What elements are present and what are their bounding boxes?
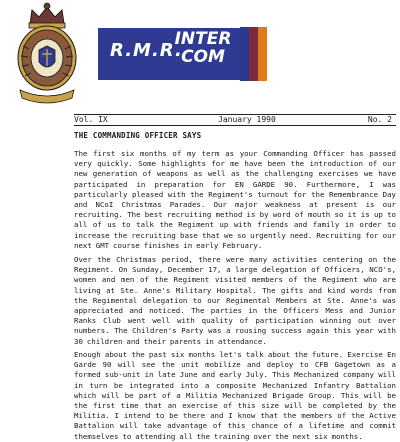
- issue-number: No. 2: [367, 115, 392, 124]
- article-heading: THE COMMANDING OFFICER SAYS: [74, 131, 202, 140]
- article-paragraph-1: The first six months of my term as your Commanding Officer has passed very quickly. Some highlights for me have been the introduction of our new generation of weapons as well as the challenging exercises we have participated in preparation for EN GARDE 90. Furthermore, I was particularly pleased with the Regiment's turnout for the Remembrance Day and NCoI Christmas Parades. Our major weakness at present is our recruiting. The best recruiting method is by word of mouth so it is up to all of us to talk the Regiment up with friends and family in order to increase the recruiting base that we so urgently need. Recruiting for our next GMT course finishes in early February.: [74, 149, 396, 250]
- masthead-title: R.M.R.: [110, 40, 183, 61]
- masthead-com-text: COM: [181, 47, 225, 67]
- regimental-crest-logo: [14, 2, 80, 110]
- stripe-blue: [240, 27, 249, 81]
- stripe-maroon: [249, 27, 258, 81]
- masthead-inter-text: INTER: [174, 29, 232, 49]
- article-paragraph-3: Enough about the past six months let's talk about the future. Exercise En Garde 90 will see the unit mobilize and deploy to CFB Gagetown as a formed sub-unit in late June and early July. This Mechanized company will in turn be integrated into a composite Mechanized Infantry Battalion which will be part of a Militia Mechanized Brigade Group. This will be the first time that an exercise of this size will be completed by the Militia. I intend to be there and I know that the members of the Active Battalion will take advantage of this chance of a lifetime and commit themselves to attending all the training over the next six months.: [74, 350, 396, 441]
- stripe-orange: [258, 27, 267, 81]
- issue-info-line: [74, 114, 396, 125]
- issue-volume: Vol. IX: [74, 115, 108, 124]
- regimental-colour-stripes: [240, 27, 266, 81]
- issue-date: January 1990: [218, 115, 276, 124]
- issue-bottom-rule: [74, 125, 396, 126]
- article-paragraph-2: Over the Christmas period, there were many activities centering on the Regiment. On Sunday, December 17, a large delegation of Officers, NCO's, women and men of the Regiment visited members of the Regiment who are living at Ste. Anne's Military Hospital. The gifts and kind words from the Regimental delegation to our Regimental Members at Ste. Anne's was appreciated and noticed. The parties in the Officers Mess and Junior Ranks Club went well with quality of participation winning out over numbers. The Children's Party was a rousing success again this year with 30 children and their parents in attendance.: [74, 255, 396, 346]
- masthead-intercom-logo: [172, 30, 234, 76]
